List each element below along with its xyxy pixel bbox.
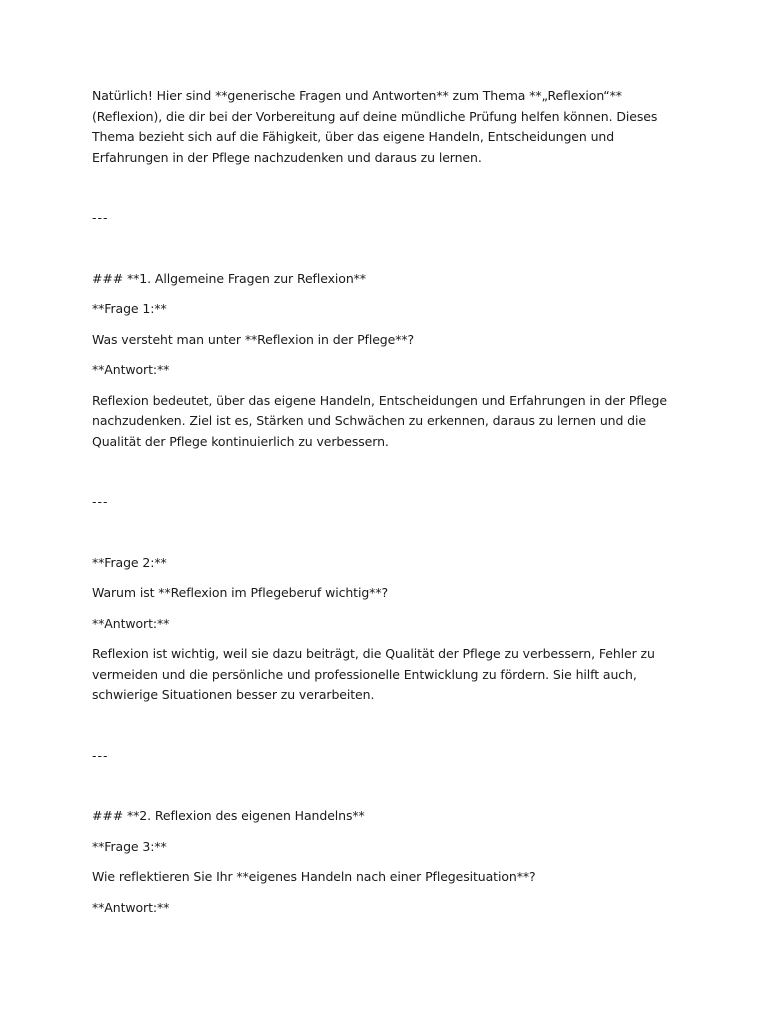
question-2-text: Warum ist **Reflexion im Pflegeberuf wichtig**? [92, 585, 389, 600]
question-2-label: **Frage 2:** [92, 554, 167, 570]
answer-2-label: **Antwort:** [92, 615, 170, 631]
question-3-text: Wie reflektieren Sie Ihr **eigenes Handeln nach einer Pflegesituation**? [92, 869, 536, 884]
answer-1-text: Reflexion bedeutet, über das eigene Handeln, Entscheidungen und Erfahrungen in der Pflege nachzudenken. Ziel ist es, Stärken und Schwächen zu erkennen, daraus zu lernen und die Qualität der Pflege kontinuierlich zu verbessern. [92, 392, 671, 449]
answer-3-label: **Antwort:** [92, 899, 170, 915]
divider-1: --- [92, 210, 109, 225]
divider-2: --- [92, 494, 109, 509]
section-2-heading: ### **2. Reflexion des eigenen Handelns** [92, 808, 365, 823]
divider-3: --- [92, 747, 109, 763]
answer-1-label: **Antwort:** [92, 362, 170, 377]
question-1-text: Was versteht man unter **Reflexion in der Pflege**? [92, 331, 415, 347]
answer-2-text: Reflexion ist wichtig, weil sie dazu beiträgt, die Qualität der Pflege zu verbessern, Fehler zu vermeiden und die persönliche und professionelle Entwicklung zu fördern. Sie hilft auch, schwierige Situationen besser zu verarbeiten. [92, 646, 659, 702]
question-3-label: **Frage 3:** [92, 838, 167, 854]
intro-paragraph: Natürlich! Hier sind **generische Fragen und Antworten** zum Thema **„Reflexion“** (Reflexion), die dir bei der Vorbereitung auf deine mündliche Prüfung helfen können. Dieses Thema bezieht sich auf die Fähigkeit, über das eigene Handeln, Entscheidungen und Erfahrungen in der Pflege nachzudenken und daraus zu lernen. [92, 88, 662, 165]
document-page [92, 86, 692, 918]
question-1-label: **Frage 1:** [92, 301, 167, 316]
section-1-heading: ### **1. Allgemeine Fragen zur Reflexion** [92, 270, 366, 286]
